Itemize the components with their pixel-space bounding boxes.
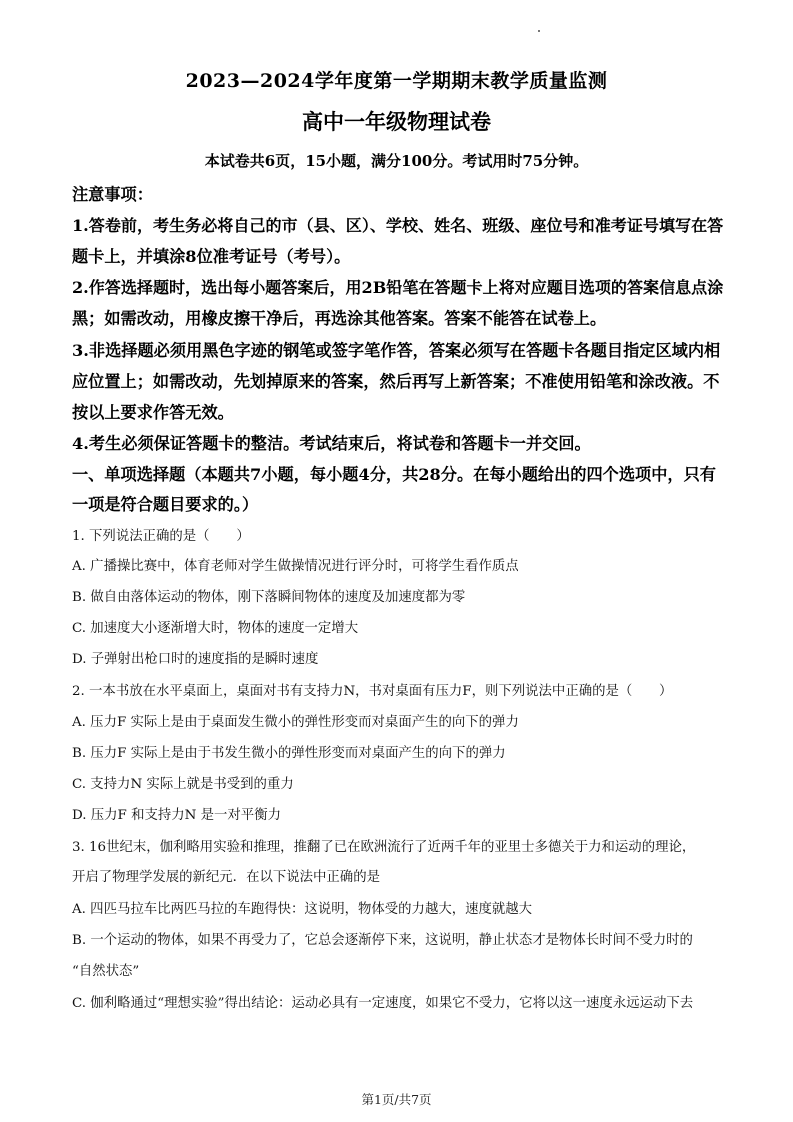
exam-subtitle: 高中一年级物理试卷	[302, 109, 491, 134]
question-3-stem: 3. 16世纪末，伽利略用实验和推理，推翻了已在欧洲流行了近两千年的亚里士多德关于力和运动的理论，	[72, 840, 696, 855]
question-2-option: C. 支持力N 实际上就是书受到的重力	[72, 777, 294, 792]
question-3-option: C. 伽利略通过“理想实验”得出结论：运动必具有一定速度，如果它不受力，它将以这一速度永远运动下去	[72, 996, 694, 1011]
page-number: 第1页/共7页	[361, 1092, 432, 1107]
exam-info: 本试卷共6页，15小题，满分100分。考试用时75分钟。	[204, 152, 589, 170]
question-3-stem: 开启了物理学发展的新纪元．在以下说法中正确的是	[72, 870, 380, 885]
question-3-option: A. 四匹马拉车比两匹马拉的车跑得快：这说明，物体受的力越大，速度就越大	[72, 902, 533, 917]
notice-line: 按以上要求作答无效。	[72, 403, 234, 422]
question-2-option: B. 压力F 实际上是由于书发生微小的弹性形变而对桌面产生的向下的弹力	[72, 746, 506, 761]
notice-line: 2.作答选择题时，选出每小题答案后，用2B铅笔在答题卡上将对应题目选项的答案信息点涂	[72, 278, 724, 297]
notice-line: 黑；如需改动，用橡皮擦干净后，再选涂其他答案。答案不能答在试卷上。	[72, 309, 607, 328]
notice-line: 题卡上，并填涂8位准考证号（考号）。	[72, 247, 351, 266]
question-3-option: B. 一个运动的物体，如果不再受力了，它总会逐渐停下来，这说明，静止状态才是物体长时间不受力时的	[72, 933, 693, 948]
question-1-option: A. 广播操比赛中，体育老师对学生做操情况进行评分时，可将学生看作质点	[72, 559, 519, 574]
exam-title: 2023—2024学年度第一学期期末教学质量监测	[185, 70, 608, 92]
notice-line: 1.答卷前，考生务必将自己的市（县、区）、学校、姓名、班级、座位号和准考证号填写在答	[72, 216, 724, 235]
question-1-option: B. 做自由落体运动的物体，刚下落瞬间物体的速度及加速度都为零	[72, 590, 466, 605]
question-1-stem: 1. 下列说法正确的是（ ）	[72, 529, 250, 544]
section-heading: 一项是符合题目要求的。）	[72, 495, 259, 514]
notice-line: 应位置上；如需改动，先划掉原来的答案，然后再写上新答案；不准使用铅笔和涂改液。不	[72, 372, 720, 391]
question-2-option: D. 压力F 和支持力N 是一对平衡力	[72, 808, 281, 823]
notice-line: 3.非选择题必须用黑色字迹的钢笔或签字笔作答，答案必须写在答题卡各题目指定区域内相	[72, 341, 721, 360]
question-1-option: C. 加速度大小逐渐增大时，物体的速度一定增大	[72, 621, 359, 636]
question-1-option: D. 子弹射出枪口时的速度指的是瞬时速度	[72, 652, 319, 667]
question-3-option: “自然状态”	[72, 964, 140, 979]
section-heading: 一、单项选择题（本题共7小题，每小题4分，共28分。在每小题给出的四个选项中，只有	[72, 465, 716, 484]
scan-dot	[538, 30, 540, 32]
notice-line: 4.考生必须保证答题卡的整洁。考试结束后，将试卷和答题卡一并交回。	[72, 434, 591, 453]
question-2-stem: 2. 一本书放在水平桌面上，桌面对书有支持力N，书对桌面有压力F，则下列说法中正确的是（ ）	[72, 684, 673, 699]
question-2-option: A. 压力F 实际上是由于桌面发生微小的弹性形变而对桌面产生的向下的弹力	[72, 715, 519, 730]
notice-heading: 注意事项：	[72, 185, 153, 204]
